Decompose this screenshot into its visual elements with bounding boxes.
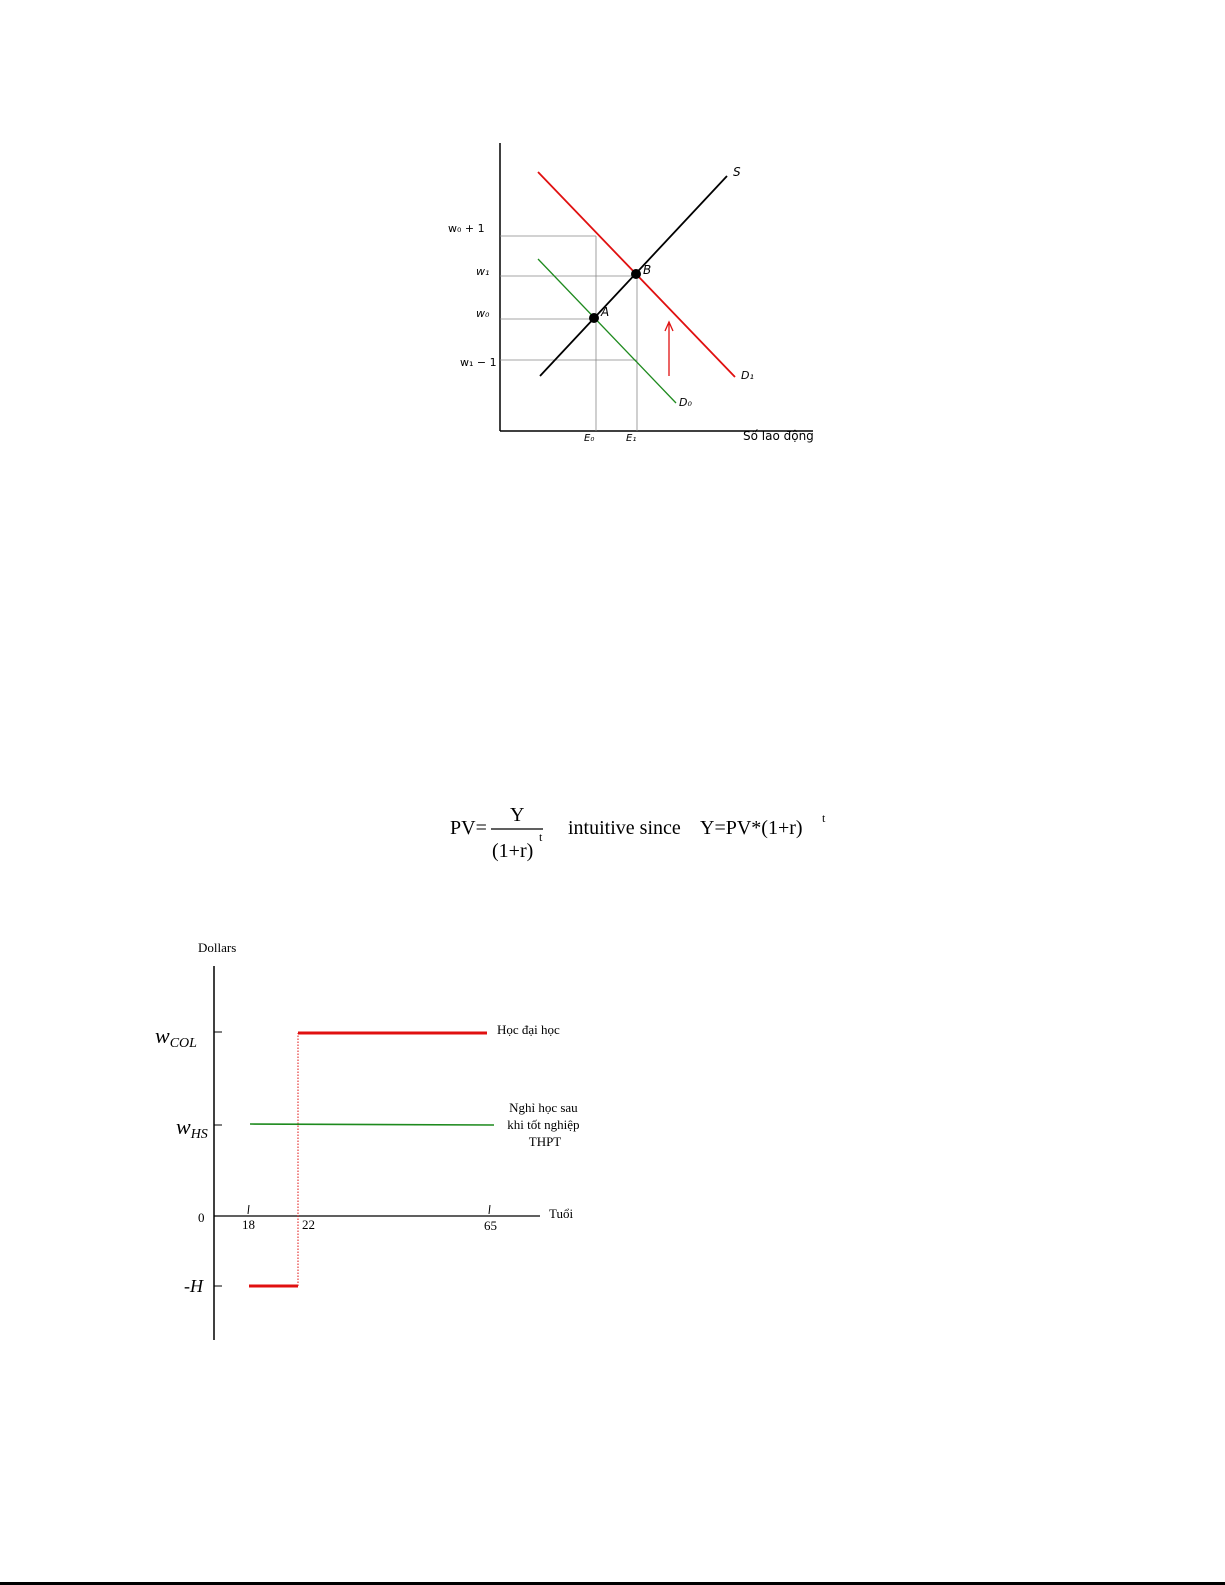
label-w1: w₁ (476, 265, 490, 278)
label-demand-d1: D₁ (741, 369, 754, 382)
label-neg-h: -H (184, 1276, 203, 1296)
label-supply: S (733, 165, 741, 179)
tick-e0: E₀ (584, 433, 595, 444)
xtick-18 (248, 1205, 249, 1214)
highschool-earnings-line (250, 1124, 494, 1125)
demand-curve-d0 (538, 259, 676, 403)
labor-market-chart (448, 143, 814, 444)
label-zero: 0 (198, 1210, 205, 1225)
label-whs (176, 1114, 208, 1142)
label-w1-minus-1: w₁ − 1 (460, 356, 497, 369)
formula-denominator: (1+r) (492, 840, 534, 862)
legend-college: Học đại học (497, 1022, 560, 1037)
legend-highschool-line1: Nghỉ học sau (509, 1100, 578, 1115)
tick-label-65: 65 (484, 1218, 497, 1233)
x-axis-label: Số lao động (743, 429, 814, 443)
legend-highschool (507, 1100, 582, 1149)
tick-e1: E₁ (626, 433, 637, 444)
formula-text: intuitive since (568, 817, 681, 839)
label-point-b: B (643, 263, 652, 277)
education-earnings-chart (155, 940, 583, 1340)
label-wcol-main: w (155, 1023, 170, 1048)
formula-lhs: PV= (450, 817, 487, 839)
formula-numerator: Y (510, 804, 525, 826)
fig2-xlabel: Tuổi (549, 1206, 574, 1221)
label-whs-sub: HS (190, 1127, 208, 1142)
present-value-formula (450, 804, 826, 862)
xtick-65 (489, 1205, 490, 1214)
point-a (589, 313, 599, 323)
formula-rhs-exponent: t (822, 811, 826, 825)
point-b (631, 269, 641, 279)
formula-exponent: t (539, 830, 543, 844)
label-wcol-sub: COL (169, 1036, 197, 1051)
legend-highschool-line2: khi tốt nghiệp (507, 1117, 580, 1132)
label-whs-main: w (176, 1114, 191, 1139)
legend-highschool-line3: THPT (528, 1134, 562, 1149)
formula-rhs: Y=PV*(1+r) (700, 817, 803, 839)
fig2-ylabel: Dollars (198, 940, 237, 955)
label-w0-plus-1: w₀ + 1 (448, 222, 485, 235)
tick-label-22: 22 (302, 1217, 315, 1232)
label-point-a: A (601, 305, 610, 319)
label-w0: w₀ (476, 307, 490, 320)
label-wcol (155, 1023, 197, 1051)
tick-label-18: 18 (242, 1217, 255, 1232)
label-demand-d0: D₀ (679, 396, 692, 409)
